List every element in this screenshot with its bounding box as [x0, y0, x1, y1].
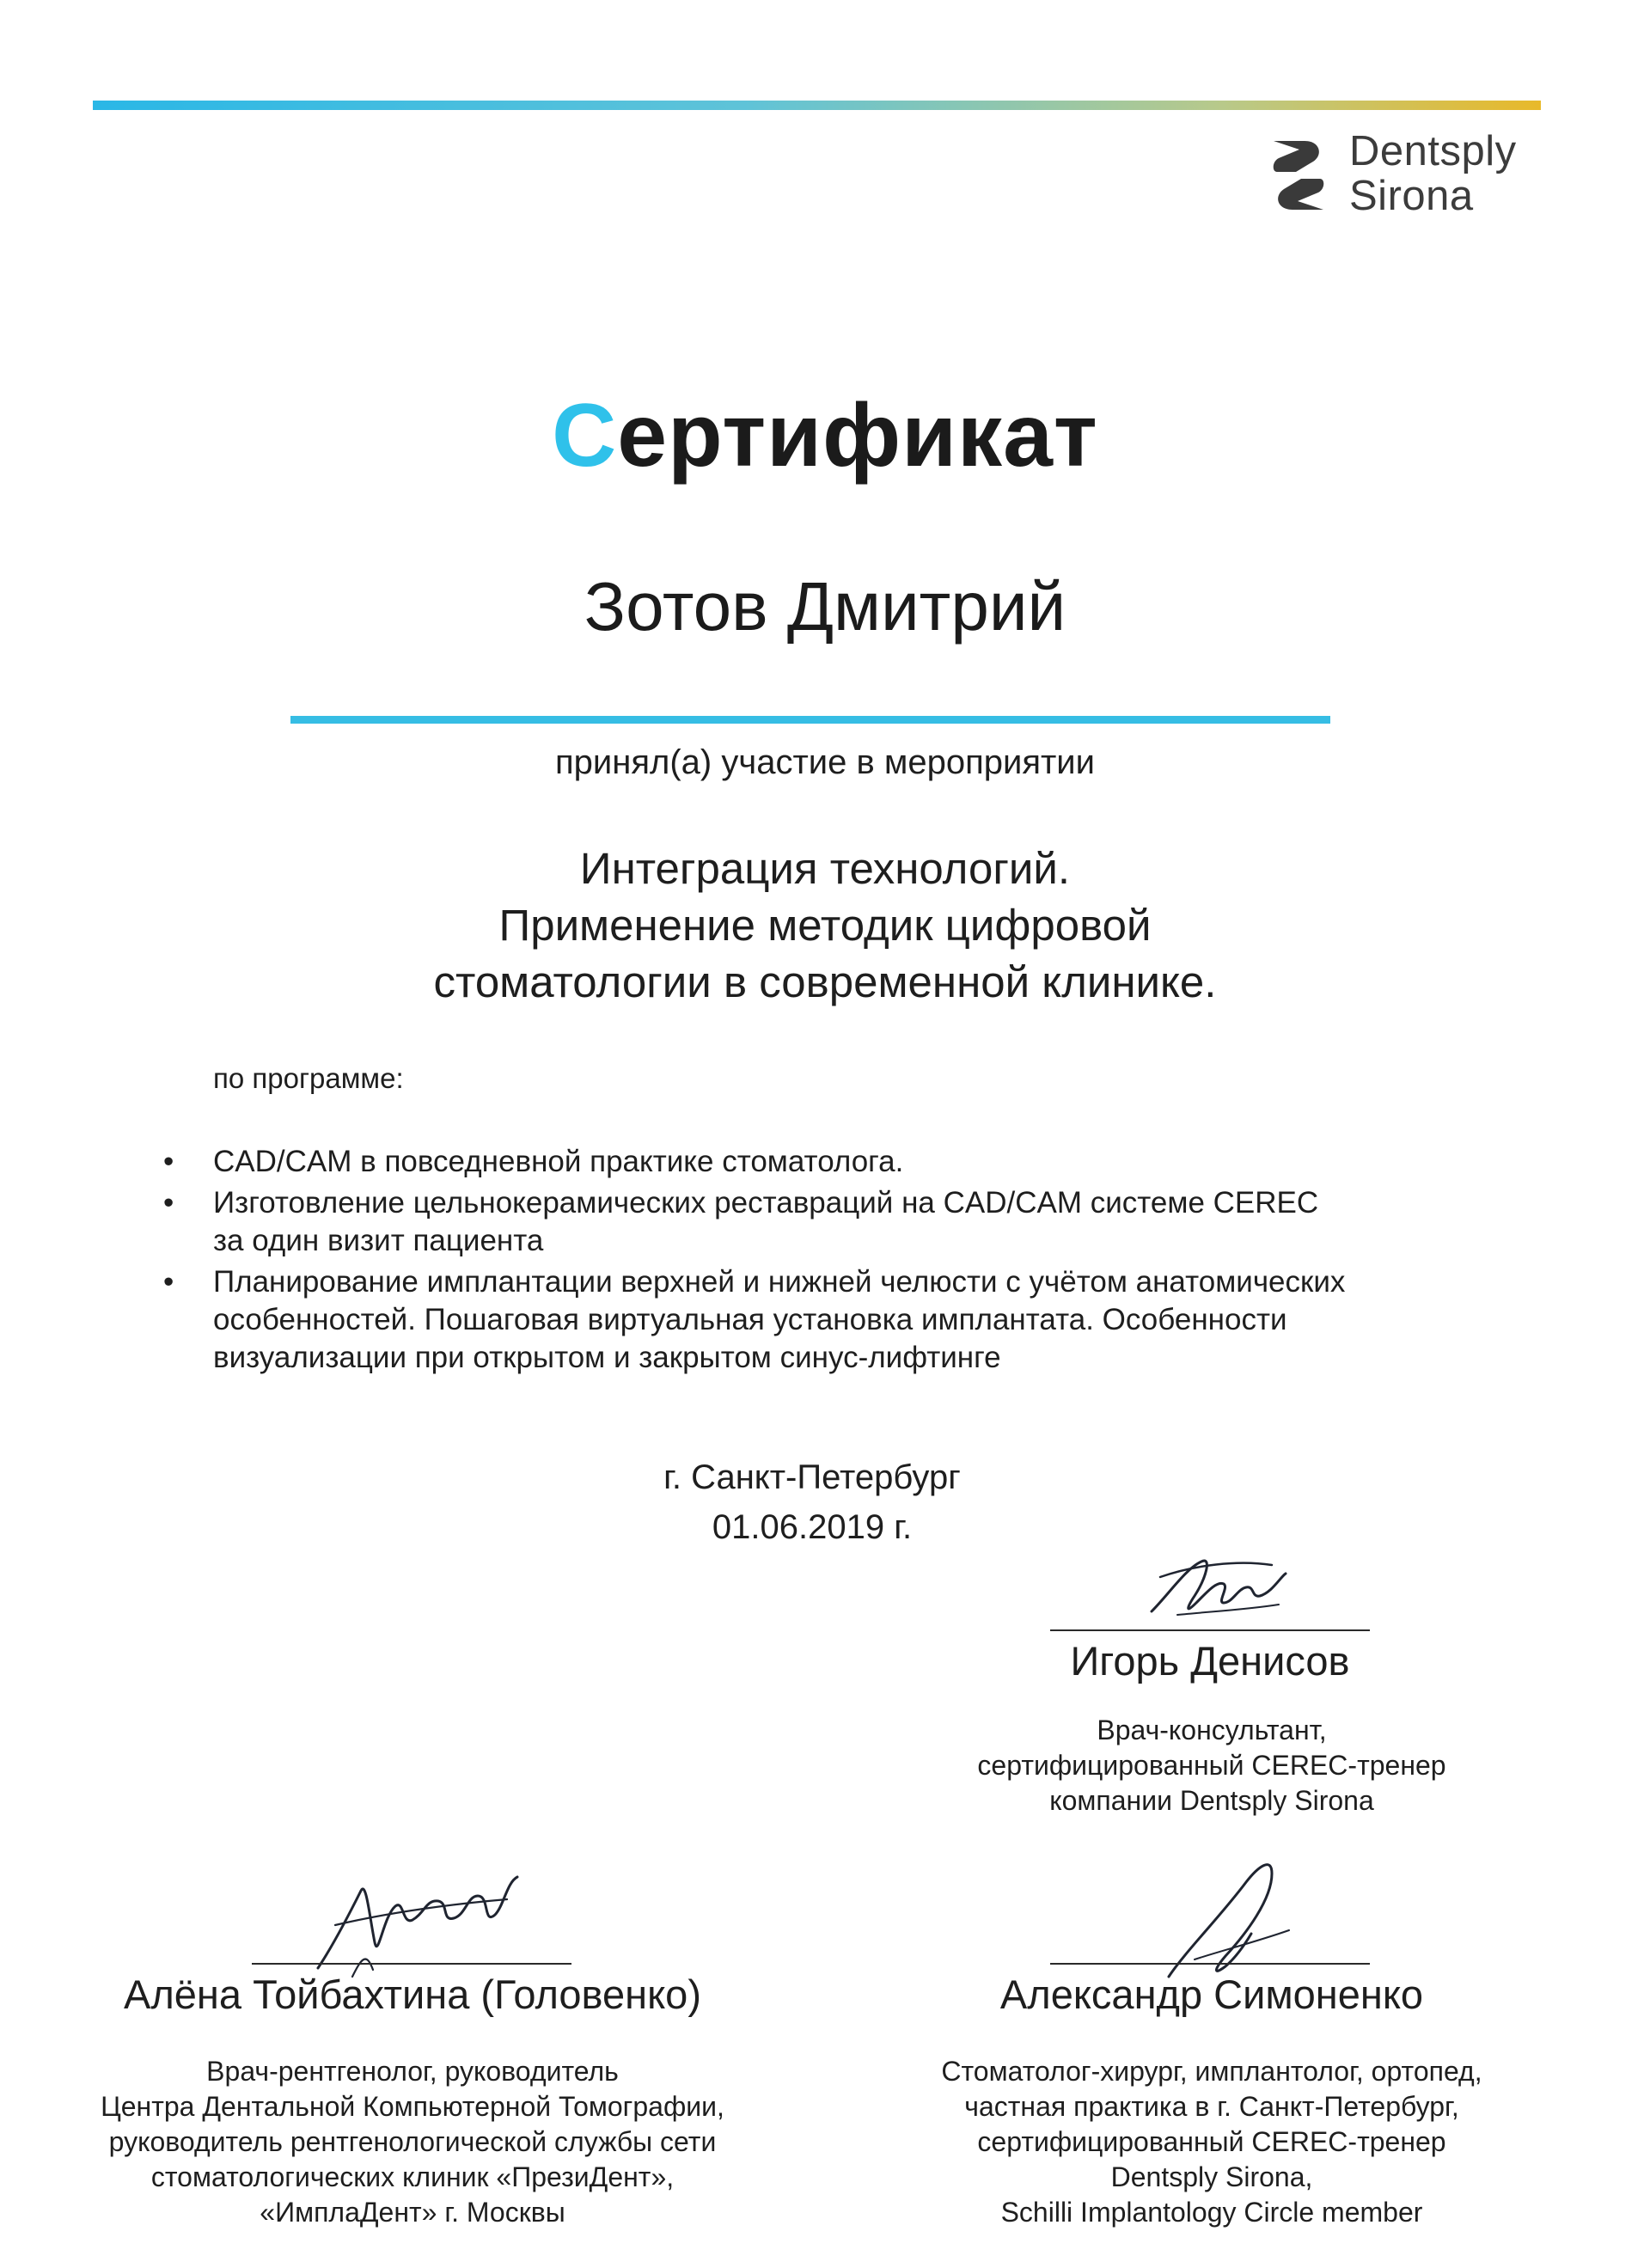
program-item-line: Изготовление цельнокерамических реставраций на CAD/CAM системе CEREC: [213, 1186, 1319, 1220]
recipient-underline: [290, 716, 1330, 724]
participation-text: принял(а) участие в мероприятии: [555, 743, 1095, 781]
signature-1-handwritten: [1134, 1543, 1298, 1629]
event-title-line-2: Применение методик цифровой: [498, 901, 1152, 950]
date: 01.06.2019 г.: [712, 1508, 913, 1546]
role-line: Центра Дентальной Компьютерной Томографии,: [101, 2091, 724, 2122]
title-accent-letter: С: [552, 386, 618, 486]
signatory-3-role: [859, 2054, 1564, 2230]
location-and-date: [0, 1452, 1624, 1552]
role-line: Schilli Implantology Circle member: [1000, 2197, 1423, 2228]
dentsply-sirona-s-logo-icon: [1270, 136, 1327, 215]
role-line: Стоматолог-хирург, имплантолог, ортопед,: [941, 2056, 1482, 2087]
bullet: •: [163, 1186, 174, 1220]
role-line: Врач-рентгенолог, руководитель: [206, 2056, 619, 2087]
program-item-line: Планирование имплантации верхней и нижней челюсти с учётом анатомических: [213, 1265, 1346, 1299]
logo-wordmark: [1349, 129, 1517, 218]
role-line: руководитель рентгенологической службы сети: [108, 2126, 717, 2157]
signature-2-line: [252, 1963, 571, 1965]
event-title: [0, 841, 1650, 1011]
role-line: Врач-консультант,: [1097, 1715, 1327, 1745]
role-line: стоматологических клиник «ПрезиДент»,: [150, 2161, 675, 2192]
signature-3-line: [1050, 1963, 1370, 1965]
signatory-2-role: [17, 2054, 808, 2230]
program-item-line: за один визит пациента: [213, 1224, 544, 1257]
logo-line-sirona: Sirona: [1349, 173, 1474, 219]
program-item: [163, 1263, 1504, 1377]
role-line: сертифицированный CEREC-тренер: [977, 2126, 1446, 2157]
logo-line-dentsply: Dentsply: [1349, 128, 1517, 174]
event-title-line-3: стоматологии в современной клинике.: [433, 957, 1217, 1006]
bullet: •: [163, 1145, 174, 1178]
signatory-1-name: Игорь Денисов: [1070, 1638, 1350, 1684]
program-item: [163, 1184, 1504, 1260]
signatory-3-name: Александр Симоненко: [999, 1972, 1424, 2017]
program-item-line: CAD/CAM в повседневной практике стоматолога.: [213, 1145, 904, 1178]
signatory-2-name: Алёна Тойбахтина (Головенко): [124, 1972, 701, 2017]
program-label: по программе:: [213, 1062, 404, 1094]
title-rest: ертификат: [617, 386, 1098, 486]
program-item-line: визуализации при открытом и закрытом синус-лифтинге: [213, 1341, 1001, 1374]
signature-1-line: [1050, 1629, 1370, 1631]
recipient-name: Зотов Дмитрий: [584, 568, 1066, 645]
role-line: сертифицированный CEREC-тренер: [977, 1750, 1446, 1781]
program-item-line: особенностей. Пошаговая виртуальная установка имплантата. Особенности: [213, 1303, 1287, 1336]
role-line: частная практика в г. Санкт-Петербург,: [964, 2091, 1459, 2122]
event-title-line-1: Интеграция технологий.: [579, 844, 1071, 893]
program-item: [163, 1143, 1504, 1181]
signatory-1-role: [885, 1713, 1538, 1819]
role-line: Dentsply Sirona,: [1110, 2161, 1313, 2192]
bullet: •: [163, 1265, 174, 1299]
dentsply-sirona-logo: [1270, 129, 1545, 223]
program-list: [163, 1143, 1504, 1380]
role-line: «ИмплаДент» г. Москвы: [260, 2197, 565, 2228]
certificate-title: [0, 385, 1650, 487]
role-line: компании Dentsply Sirona: [1049, 1785, 1374, 1816]
top-brand-band: [93, 101, 1541, 110]
city: г. Санкт-Петербург: [663, 1458, 961, 1496]
